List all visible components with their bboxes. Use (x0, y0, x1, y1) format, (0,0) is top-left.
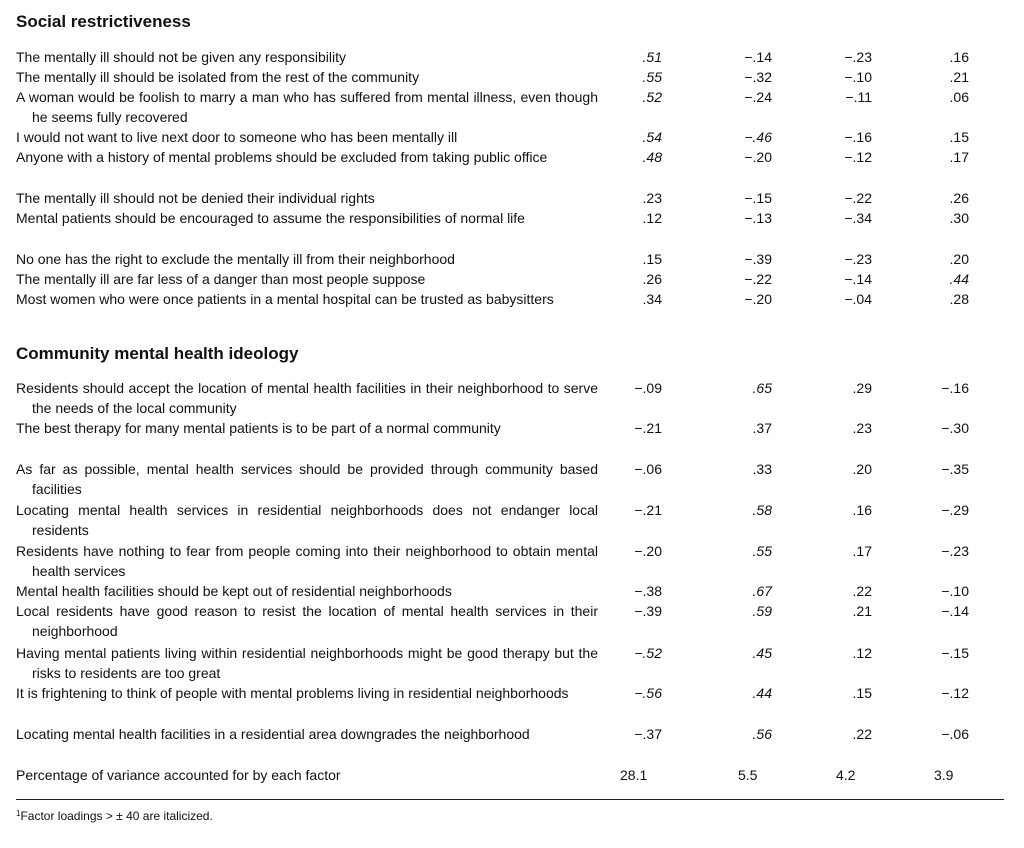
loading-cell: −.14 (844, 271, 872, 287)
item-label: Most women who were once patients in a mental hospital can be trusted as babysitters (16, 291, 554, 307)
loading-cell: .23 (852, 420, 872, 436)
loading-cell: .06 (949, 89, 969, 105)
loading-cell: −.20 (744, 291, 772, 307)
footnote-marker: 1 (16, 809, 21, 818)
loading-cell: −.09 (634, 380, 662, 396)
loading-cell: .17 (852, 543, 872, 559)
item-label: No one has the right to exclude the mentally ill from their neighborhood (16, 251, 455, 267)
loading-cell: .34 (642, 291, 662, 307)
loading-cell: −.16 (941, 380, 969, 396)
loading-cell: .22 (852, 583, 872, 599)
loading-cell: −.20 (634, 543, 662, 559)
loading-cell: .51 (642, 49, 662, 65)
loading-cell: −.14 (941, 603, 969, 619)
loading-cell: .37 (752, 420, 772, 436)
item-label: The mentally ill should not be given any responsibility (16, 49, 346, 65)
item-label: The mentally ill are far less of a danger than most people suppose (16, 271, 426, 287)
loading-cell: −.39 (744, 251, 772, 267)
loading-cell: −.10 (941, 583, 969, 599)
item-label: The best therapy for many mental patients is to be part of a normal community (16, 420, 501, 436)
loading-cell: .29 (852, 380, 872, 396)
loading-cell: −.24 (744, 89, 772, 105)
loading-cell: −.21 (634, 420, 662, 436)
loading-cell: −.52 (634, 645, 662, 661)
loading-cell: −.56 (634, 685, 662, 701)
variance-cell: 5.5 (738, 767, 758, 783)
item-label: Locating mental health services in residential neighborhoods does not endanger local residents (16, 502, 598, 538)
item-label: Mental health facilities should be kept out of residential neighborhoods (16, 583, 452, 599)
loading-cell: .15 (852, 685, 872, 701)
item-label: Locating mental health facilities in a residential area downgrades the neighborhood (16, 726, 530, 742)
loading-cell: −.22 (844, 190, 872, 206)
item-label: It is frightening to think of people with mental problems living in residential neighborhoods (16, 685, 569, 701)
item-label: The mentally ill should not be denied their individual rights (16, 190, 375, 206)
loading-cell: −.21 (634, 502, 662, 518)
loading-cell: .59 (752, 603, 772, 619)
loading-cell: .16 (852, 502, 872, 518)
loading-cell: .28 (949, 291, 969, 307)
variance-cell: 4.2 (836, 767, 856, 783)
item-label: A woman would be foolish to marry a man who has suffered from mental illness, even though he seems fully recovered (16, 89, 598, 125)
loading-cell: .20 (949, 251, 969, 267)
section-title-community-mental-health-ideology: Community mental health ideology (16, 344, 299, 363)
loading-cell: −.04 (844, 291, 872, 307)
loading-cell: −.13 (744, 210, 772, 226)
variance-cell: 28.1 (620, 767, 648, 783)
loading-cell: .45 (752, 645, 772, 661)
item-label: Mental patients should be encouraged to assume the responsibilities of normal life (16, 210, 525, 226)
loading-cell: .16 (949, 49, 969, 65)
loading-cell: .48 (642, 149, 662, 165)
loading-cell: −.10 (844, 69, 872, 85)
loading-cell: .65 (752, 380, 772, 396)
loading-cell: .20 (852, 461, 872, 477)
loading-cell: .26 (949, 190, 969, 206)
item-label: As far as possible, mental health services should be provided through community based facilities (16, 461, 598, 497)
loading-cell: .33 (752, 461, 772, 477)
loading-cell: .44 (949, 271, 969, 287)
footnote-text: Factor loadings > ± 40 are italicized. (20, 809, 213, 823)
item-label: Residents should accept the location of mental health facilities in their neighborhood to serve the needs of the local community (16, 380, 598, 416)
loading-cell: .21 (949, 69, 969, 85)
item-label: Local residents have good reason to resist the location of mental health services in their neighborhood (16, 603, 598, 639)
loading-cell: .12 (852, 645, 872, 661)
loading-cell: −.29 (941, 502, 969, 518)
item-label: Residents have nothing to fear from people coming into their neighborhood to obtain mental health services (16, 543, 598, 579)
loading-cell: −.39 (634, 603, 662, 619)
loading-cell: .22 (852, 726, 872, 742)
loading-cell: .12 (642, 210, 662, 226)
loading-cell: −.46 (744, 129, 772, 145)
loading-cell: .67 (752, 583, 772, 599)
item-label: I would not want to live next door to someone who has been mentally ill (16, 129, 458, 145)
item-label: Having mental patients living within residential neighborhoods might be good therapy but the risks to residents are too great (16, 645, 598, 681)
footnote (16, 806, 213, 824)
loading-cell: .44 (752, 685, 772, 701)
loading-cell: −.15 (941, 645, 969, 661)
loading-cell: .55 (642, 69, 662, 85)
loading-cell: −.23 (941, 543, 969, 559)
loading-cell: .30 (949, 210, 969, 226)
loading-cell: −.37 (634, 726, 662, 742)
loading-cell: −.06 (941, 726, 969, 742)
loading-cell: −.23 (844, 251, 872, 267)
loading-cell: .52 (642, 89, 662, 105)
loading-cell: .56 (752, 726, 772, 742)
loading-cell: −.12 (941, 685, 969, 701)
loading-cell: .55 (752, 543, 772, 559)
loading-cell: −.30 (941, 420, 969, 436)
loading-cell: −.16 (844, 129, 872, 145)
loading-cell: .58 (752, 502, 772, 518)
loading-cell: −.06 (634, 461, 662, 477)
loading-cell: −.11 (845, 89, 872, 105)
variance-label: Percentage of variance accounted for by each factor (16, 767, 341, 783)
loading-cell: −.34 (844, 210, 872, 226)
loading-cell: −.23 (844, 49, 872, 65)
loading-cell: .26 (642, 271, 662, 287)
loading-cell: −.15 (744, 190, 772, 206)
loading-cell: −.32 (744, 69, 772, 85)
loading-cell: .23 (642, 190, 662, 206)
loading-cell: −.14 (744, 49, 772, 65)
loading-cell: .17 (949, 149, 969, 165)
section-title-social-restrictiveness: Social restrictiveness (16, 12, 191, 31)
variance-cell: 3.9 (934, 767, 954, 783)
loading-cell: −.20 (744, 149, 772, 165)
loading-cell: .21 (852, 603, 872, 619)
loading-cell: .15 (949, 129, 969, 145)
loading-cell: −.12 (844, 149, 872, 165)
loading-cell: .54 (642, 129, 662, 145)
loading-cell: .15 (642, 251, 662, 267)
item-label: Anyone with a history of mental problems should be excluded from taking public office (16, 149, 548, 165)
loading-cell: −.35 (941, 461, 969, 477)
loading-cell: −.38 (634, 583, 662, 599)
table-bottom-rule (16, 799, 1004, 800)
item-label: The mentally ill should be isolated from the rest of the community (16, 69, 420, 85)
loading-cell: −.22 (744, 271, 772, 287)
